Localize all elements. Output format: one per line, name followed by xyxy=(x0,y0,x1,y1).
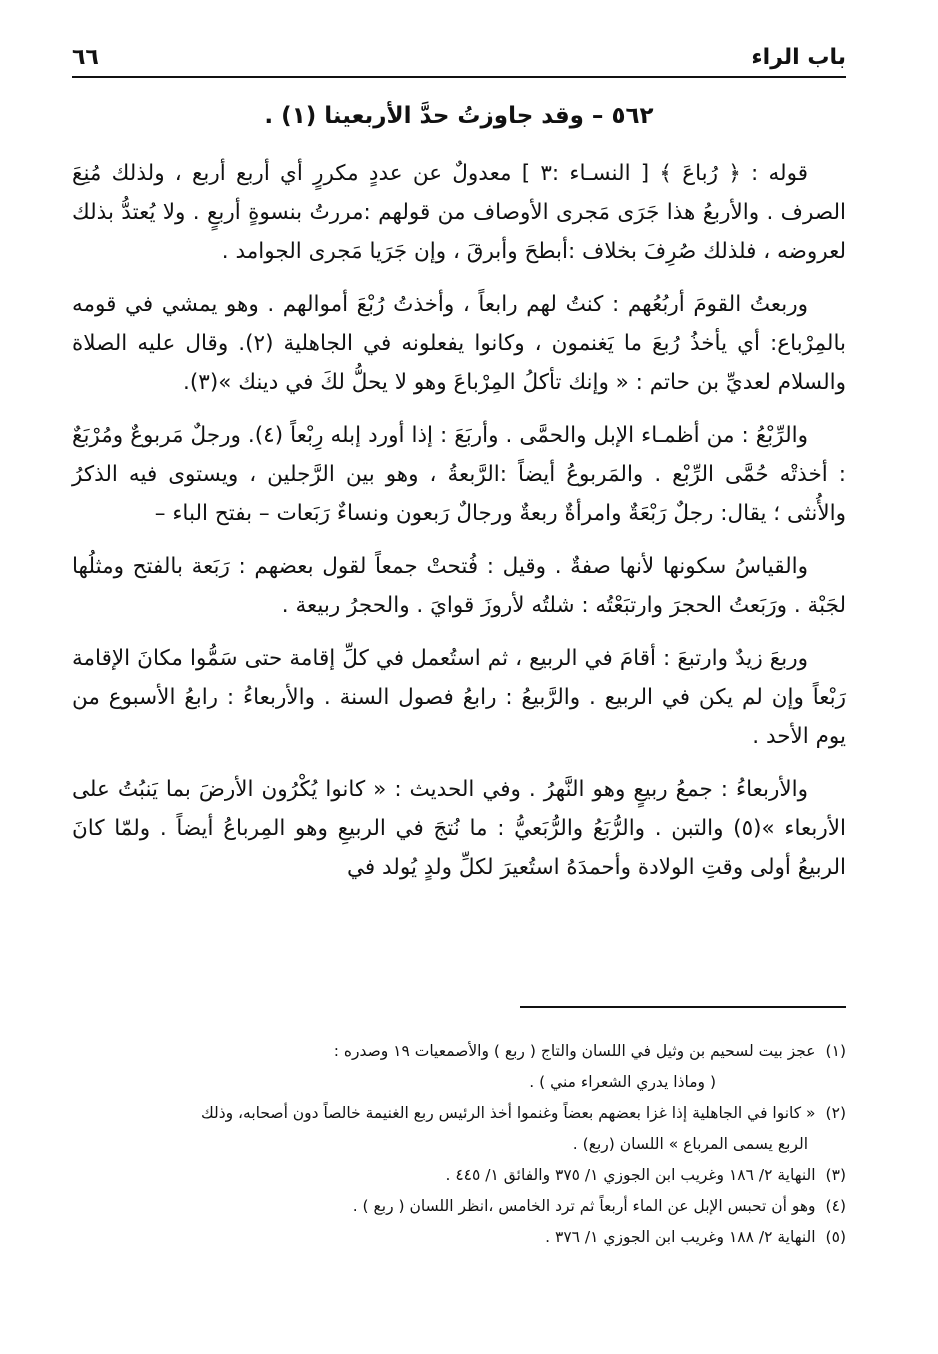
footnote-number: (٢) xyxy=(825,1104,846,1122)
footnotes xyxy=(72,1036,846,1253)
footnote-number: (١) xyxy=(825,1042,846,1060)
paragraph: وربعتُ القومَ أربُعُهم : كنتُ لهم رابعاً ، وأخذتُ رُبْعَ أموالهم . وهو يمشي في قومه بالمِرْباع: أي يأخذُ رُبعَ ما يَغنمون ، وكانوا يفعلونه في الجاهلية (٢). وقال عليه الصلاة والسلام لعديِّ بن حاتم : « وإنك تأكلُ المِرْباعَ وهو لا يحلُّ لكَ في دينك »(٣). xyxy=(72,292,846,395)
paragraph: وربعَ زيدٌ وارتبعَ : أقامَ في الربيع ، ثم استُعمل في كلِّ إقامة حتى سَمُّوا مكانَ الإقامة رَبْعاً وإن لم يكن في الربيع . والرَّبيعُ : رابعُ فصول السنة . والأربعاءُ : رابعُ الأسبوع من يوم الأحد . xyxy=(72,646,846,749)
footnote xyxy=(72,1222,846,1253)
paragraph: والرِّبْعُ : من أظمـاء الإبل والحمَّى . وأربَعَ : إذا أورد إبله رِبْعاً (٤). ورجلٌ مَربوعٌ ومُرْبَعٌ : أخذتْه حُمَّى الرِّبْع . والمَربوعُ أيضاً :الرَّبعةُ ، وهو بين الرَّجلين ، ويستوى فيه الذكرُ والأُنثى ؛ يقال: رجلٌ رَبْعَةٌ وامرأةٌ ربعةٌ ورجالٌ رَبعون ونساءٌ رَبَعات – بفتح الباء – xyxy=(72,423,846,526)
paragraph: والقياسُ سكونها لأنها صفةٌ . وقيل : فُتحتْ جمعاً لقول بعضهم : رَبَعة بالفتح ومثلُها لجَبْة . ورَبَعتُ الحجرَ وارتبَعْتُه : شلتُه لأروزَ قوايَ . والحجرُ ربيعة . xyxy=(72,554,846,618)
entry-title: ٥٦٢ – وقد جاوزتُ حدَّ الأربعينا (١) . xyxy=(264,103,654,129)
running-header xyxy=(72,28,846,70)
footnote xyxy=(72,1098,846,1129)
paragraph: والأربعاءُ : جمعُ ربيعٍ وهو النَّهرُ . وفي الحديث : « كانوا يُكْرُون الأرضَ بما يَنبُتُ على الأربعاء »(٥) والتبن . والرُّبَعُ والرُّبَعيُّ : ما نُتجَ في الربيعِ وهو المِرباعُ أيضاً . ولمّا كانَ الربيعُ أولى وقتِ الولادة وأحمدَهُ استُعيرَ لكلِّ ولدٍ يُولد في xyxy=(72,777,846,880)
footnote-continuation xyxy=(72,1129,846,1160)
header-divider xyxy=(72,76,846,78)
footnote-number: (٣) xyxy=(825,1166,846,1184)
chapter-title: باب الراء xyxy=(751,45,846,70)
entry-body xyxy=(72,154,846,901)
footnote-text: النهاية ٢/ ١٨٦ وغريب ابن الجوزي ١/ ٣٧٥ والفائق ١/ ٤٤٥ . xyxy=(445,1166,816,1184)
footnote-text: النهاية ٢/ ١٨٨ وغريب ابن الجوزي ١/ ٣٧٦ . xyxy=(545,1228,816,1246)
footnote-number: (٤) xyxy=(825,1197,846,1215)
page-number: ٦٦ xyxy=(72,45,99,70)
footnote-text: عجز بيت لسحيم بن وثيل في اللسان والتاج ( ربع ) والأصمعيات ١٩ وصدره : xyxy=(333,1042,816,1060)
footnote-separator xyxy=(520,1006,846,1008)
footnote-continuation xyxy=(72,1067,846,1098)
footnote-text: « كانوا في الجاهلية إذا غزا بعضهم بعضاً وغنموا أخذ الرئيس ربع الغنيمة خالصاً دون أصحابه، وذلك xyxy=(200,1104,816,1122)
footnote-text: وهو أن تحبس الإبل عن الماء أربعاً ثم ترد الخامس ،انظر اللسان ( ربع ) . xyxy=(352,1197,816,1215)
footnote-text: ( وماذا يدري الشعراء مني ) . xyxy=(529,1073,716,1091)
footnote xyxy=(72,1036,846,1067)
footnote-text: الربع يسمى المرباع » اللسان (ربع) . xyxy=(572,1135,808,1153)
footnote xyxy=(72,1160,846,1191)
paragraph: قوله : ﴿ رُباعَ ﴾ [ النسـاء :٣ ] معدولٌ عن عددٍ مكررٍ أي أربع أربع ، ولذلك مُنِعَ الصرف . والأربعُ هذا جَرَى مَجرى الأوصاف من قولهم :مررتُ بنسوةٍ أربعٍ . ولا يُعتدُّ بذلك لعروضه ، فلذلك صُرِفَ بخلاف :أبطحَ وأبرقَ ، وإن جَرَيا مَجرى الجوامد . xyxy=(72,161,846,264)
footnote-number: (٥) xyxy=(825,1228,846,1246)
footnote xyxy=(72,1191,846,1222)
